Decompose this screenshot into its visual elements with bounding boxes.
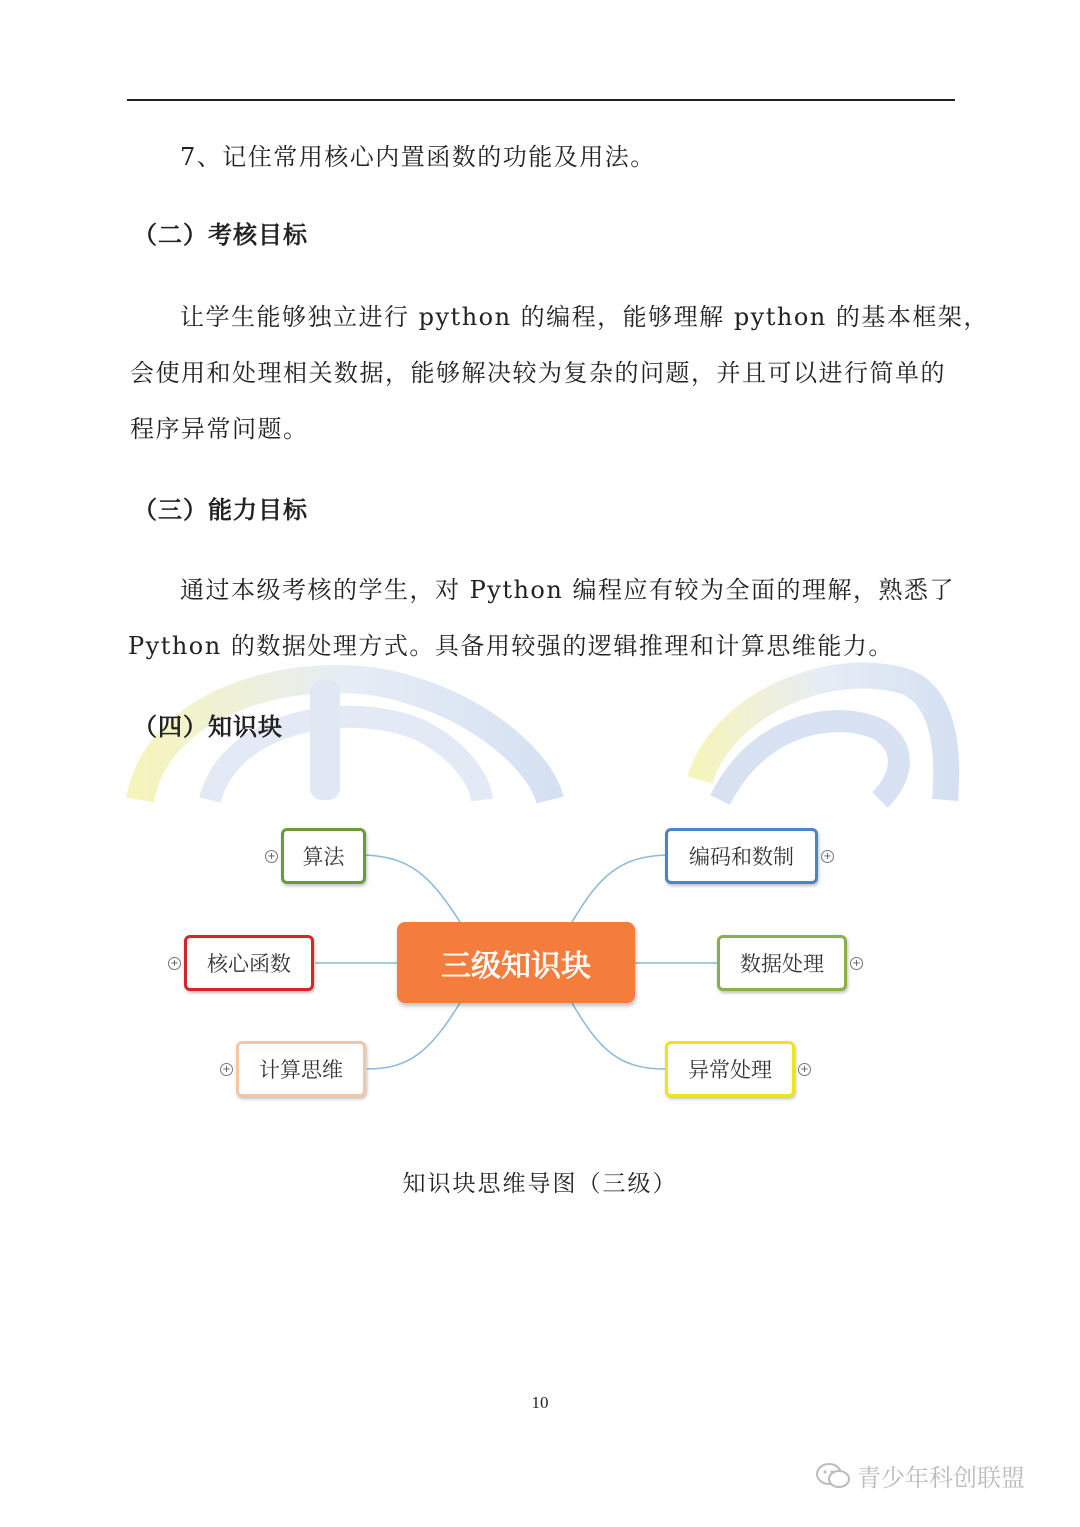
page-number: 10	[531, 1393, 549, 1412]
mind-map-node-encoding-number-systems[interactable]: 编码和数制	[665, 828, 818, 884]
section-heading-ability-goals: （三）能力目标	[133, 496, 308, 524]
plus-circle-icon[interactable]: +	[265, 850, 278, 863]
plus-circle-icon[interactable]: +	[850, 957, 863, 970]
section-heading-knowledge-blocks: （四）知识块	[133, 713, 283, 741]
figure-caption: 知识块思维导图（三级）	[402, 1171, 678, 1197]
mind-map	[160, 815, 880, 1115]
wechat-icon	[815, 1462, 851, 1490]
list-item-7: 7、记住常用核心内置函数的功能及用法。	[180, 143, 656, 171]
mind-map-node-data-processing[interactable]: 数据处理	[717, 935, 847, 991]
mind-map-center-node[interactable]: 三级知识块	[397, 922, 635, 1003]
mind-map-node-computational-thinking[interactable]: 计算思维	[236, 1041, 366, 1097]
plus-circle-icon[interactable]: +	[798, 1063, 811, 1076]
paragraph-line: 会使用和处理相关数据，能够解决较为复杂的问题，并且可以进行简单的	[130, 359, 946, 387]
paragraph-line: 通过本级考核的学生，对 Python 编程应有较为全面的理解，熟悉了	[180, 576, 955, 604]
mind-map-node-core-functions[interactable]: 核心函数	[184, 935, 314, 991]
plus-circle-icon[interactable]: +	[220, 1063, 233, 1076]
paragraph-line: 让学生能够独立进行 python 的编程，能够理解 python 的基本框架，	[180, 303, 989, 331]
mind-map-node-exception-handling[interactable]: 异常处理	[665, 1041, 795, 1097]
watermark-source-label: 青少年科创联盟	[857, 1464, 1025, 1492]
section-heading-assessment-goals: （二）考核目标	[133, 221, 308, 249]
plus-circle-icon[interactable]: +	[821, 850, 834, 863]
paragraph-line: 程序异常问题。	[130, 415, 309, 443]
mind-map-node-algorithm[interactable]: 算法	[281, 828, 366, 884]
plus-circle-icon[interactable]: +	[168, 957, 181, 970]
paragraph-line: Python 的数据处理方式。具备用较强的逻辑推理和计算思维能力。	[128, 632, 894, 660]
watermark-source	[815, 1458, 1025, 1493]
header-rule	[127, 99, 955, 101]
